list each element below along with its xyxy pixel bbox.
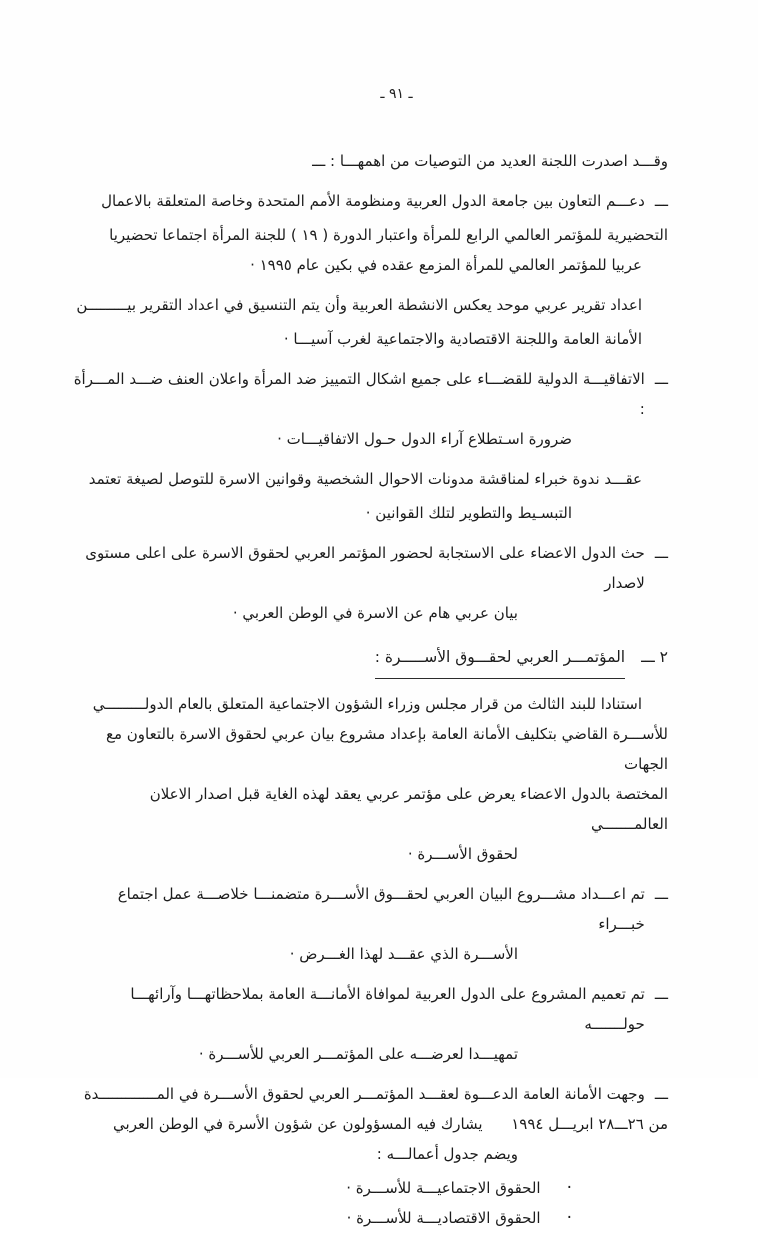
dot-bullet-line (70, 1173, 668, 1203)
bullet-line (70, 879, 668, 939)
dot-bullet-line (70, 1203, 668, 1233)
section-number: ٢ ـــ (641, 648, 668, 666)
dot-marker: · (566, 1208, 572, 1228)
bullet-line (70, 979, 668, 1039)
dash-marker: ـــ (654, 370, 668, 388)
line-text: من ٢٦ـــ٢٨ ابريـــل ١٩٩٤ يشارك فيه المسؤولون عن شؤون الأسرة في الوطن العربي (113, 1115, 668, 1133)
text-line (70, 424, 668, 454)
section-title: المؤتمـــر العربي لحقـــوق الأســـــرة : (375, 642, 625, 679)
text-line (70, 939, 668, 969)
paragraph-line (70, 719, 668, 779)
line-text: للأســـرة القاضي بتكليف الأمانة العامة بإعداد مشروع بيان عربي لحقوق الاسرة بالتعاون مع الجهات (101, 725, 668, 773)
page-number: ـ ٩١ ـ (380, 86, 413, 102)
bullet-line (70, 186, 668, 216)
line-text: الاتفاقيـــة الدولية للقضـــاء على جميع اشكال التمييز ضد المرأة واعلان العنف ضـــد المـــرأة : (68, 370, 645, 418)
line-text: الحقوق الاقتصاديـــة للأســـرة · (346, 1209, 541, 1227)
intro-line (70, 146, 668, 176)
dash-marker: ـــ (654, 885, 668, 903)
line-text: بيان عربي هام عن الاسرة في الوطن العربي · (232, 604, 518, 622)
line-text: تم تعميم المشروع على الدول العربية لموافاة الأمانـــة العامة بملاحظاتهـــا وآرائهـــا حولـــــــه (125, 985, 645, 1033)
line-text: تمهيـــدا لعرضـــه على المؤتمـــر العربي للأســـرة · (198, 1045, 518, 1063)
text-line (70, 250, 668, 280)
text-line (70, 290, 668, 320)
section-heading (70, 642, 668, 679)
line-text: التحضيرية للمؤتمر العالمي الرابع للمرأة واعتبار الدورة ( ١٩ ) للجنة المرأة اجتماعا تحضيريا (109, 226, 668, 244)
line-text: التبسـيط والتطوير لتلك القوانين · (365, 504, 572, 522)
text-line (70, 1109, 668, 1139)
text-line (70, 220, 668, 250)
text-line (70, 324, 668, 354)
dash-marker: ـــ (654, 985, 668, 1003)
line-text: ضرورة اسـتطلاع آراء الدول حـول الاتفاقيـــات · (277, 430, 572, 448)
dash-marker: ـــ (654, 192, 668, 210)
line-text: الأمانة العامة واللجنة الاقتصادية والاجتماعية لغرب آسيـــا · (283, 330, 642, 348)
line-text: تم اعـــداد مشـــروع البيان العربي لحقـــوق الأســـرة متضمنـــا خلاصـــة عمل اجتماع خبـــراء (112, 885, 645, 933)
line-text: المختصة بالدول الاعضاء يعرض على مؤتمر عربي يعقد لهذه الغاية قبل اصدار الاعلان العالمـــــــي (144, 785, 668, 833)
paragraph-line (70, 779, 668, 839)
line-text: الحقوق الاجتماعيـــة للأســـرة · (346, 1179, 541, 1197)
line-text: عقـــد ندوة خبراء لمناقشة مدونات الاحوال الشخصية وقوانين الاسرة للتوصل لصيغة تعتمد (88, 470, 642, 488)
paragraph-line (70, 839, 668, 869)
line-text: وقـــد اصدرت اللجنة العديد من التوصيات من اهمهـــا : ـــ (312, 152, 668, 170)
bullet-line (70, 1079, 668, 1109)
line-text: لحقوق الأســـرة · (407, 845, 518, 863)
line-text: ويضم جدول أعمالـــه : (376, 1145, 518, 1163)
text-line (70, 464, 668, 494)
text-line (70, 598, 668, 628)
bullet-line (70, 538, 668, 598)
line-text: اعداد تقرير عربي موحد يعكس الانشطة العربية وأن يتم التنسيق في اعداد التقرير بيـــــــــن (76, 296, 642, 314)
line-text: دعـــم التعاون بين جامعة الدول العربية ومنظومة الأمم المتحدة وخاصة المتعلقة بالاعمال (101, 192, 645, 210)
line-text: استنادا للبند الثالث من قرار مجلس وزراء الشؤون الاجتماعية المتعلق بالعام الدولـــــــــي (92, 695, 642, 713)
paragraph-line (70, 689, 668, 719)
text-line (70, 1039, 668, 1069)
line-text: حث الدول الاعضاء على الاستجابة لحضور المؤتمر العربي لحقوق الاسرة على اعلى مستوى لاصدار (80, 544, 645, 592)
line-text: الأســـرة الذي عقـــد لهذا الغـــرض · (289, 945, 518, 963)
text-line (70, 498, 668, 528)
text-line (70, 1139, 668, 1169)
bullet-line (70, 364, 668, 424)
line-text: وجهت الأمانة العامة الدعـــوة لعقـــد المؤتمـــر العربي لحقوق الأســـرة في المـــــــــــــدة (83, 1085, 645, 1103)
dot-marker: · (566, 1178, 572, 1198)
dash-marker: ـــ (654, 544, 668, 562)
dash-marker: ـــ (654, 1085, 668, 1103)
line-text: عربيا للمؤتمر العالمي للمرأة المزمع عقده في بكين عام ١٩٩٥ · (250, 256, 642, 274)
